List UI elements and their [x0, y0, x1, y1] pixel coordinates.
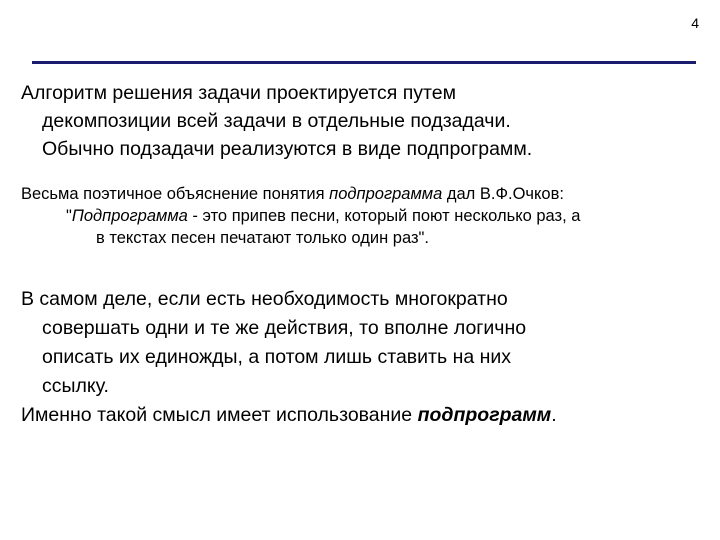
paragraph-line: описать их единожды, а потом лишь ставить на них — [42, 346, 512, 368]
paragraph-line: Обычно подзадачи реализуются в виде подпрограмм. — [42, 138, 533, 160]
slide-number: 4 — [691, 15, 699, 31]
italic-term: Подпрограмма — [71, 207, 188, 225]
emphasis-term: подпрограмм — [417, 404, 552, 426]
paragraph-line — [21, 205, 711, 227]
paragraph-line: Алгоритм решения задачи проектируется путем — [21, 82, 457, 104]
text-run: Именно такой смысл имеет использование — [21, 404, 418, 426]
quote-mark: " — [66, 207, 72, 225]
paragraph-line: совершать одни и те же действия, то вполне логично — [42, 317, 527, 339]
text-run: дал В.Ф.Очков: — [442, 185, 564, 203]
text-run: Весьма поэтичное объяснение понятия — [21, 185, 330, 203]
paragraph-algorithm — [21, 79, 711, 163]
paragraph-explanation — [21, 285, 711, 430]
paragraph-line: декомпозиции всей задачи в отдельные подзадачи. — [42, 110, 511, 132]
paragraph-quote — [21, 183, 711, 249]
paragraph-line: В самом деле, если есть необходимость многократно — [21, 288, 508, 310]
text-run: . — [551, 404, 557, 426]
paragraph-line: ссылку. — [42, 375, 109, 397]
italic-term: подпрограмма — [329, 185, 443, 203]
paragraph-line — [21, 183, 711, 205]
paragraph-line: в текстах песен печатают только один раз". — [96, 229, 429, 247]
paragraph-line — [21, 401, 711, 430]
text-run: - это припев песни, который поют несколько раз, а — [187, 207, 581, 225]
header-rule — [32, 61, 696, 64]
